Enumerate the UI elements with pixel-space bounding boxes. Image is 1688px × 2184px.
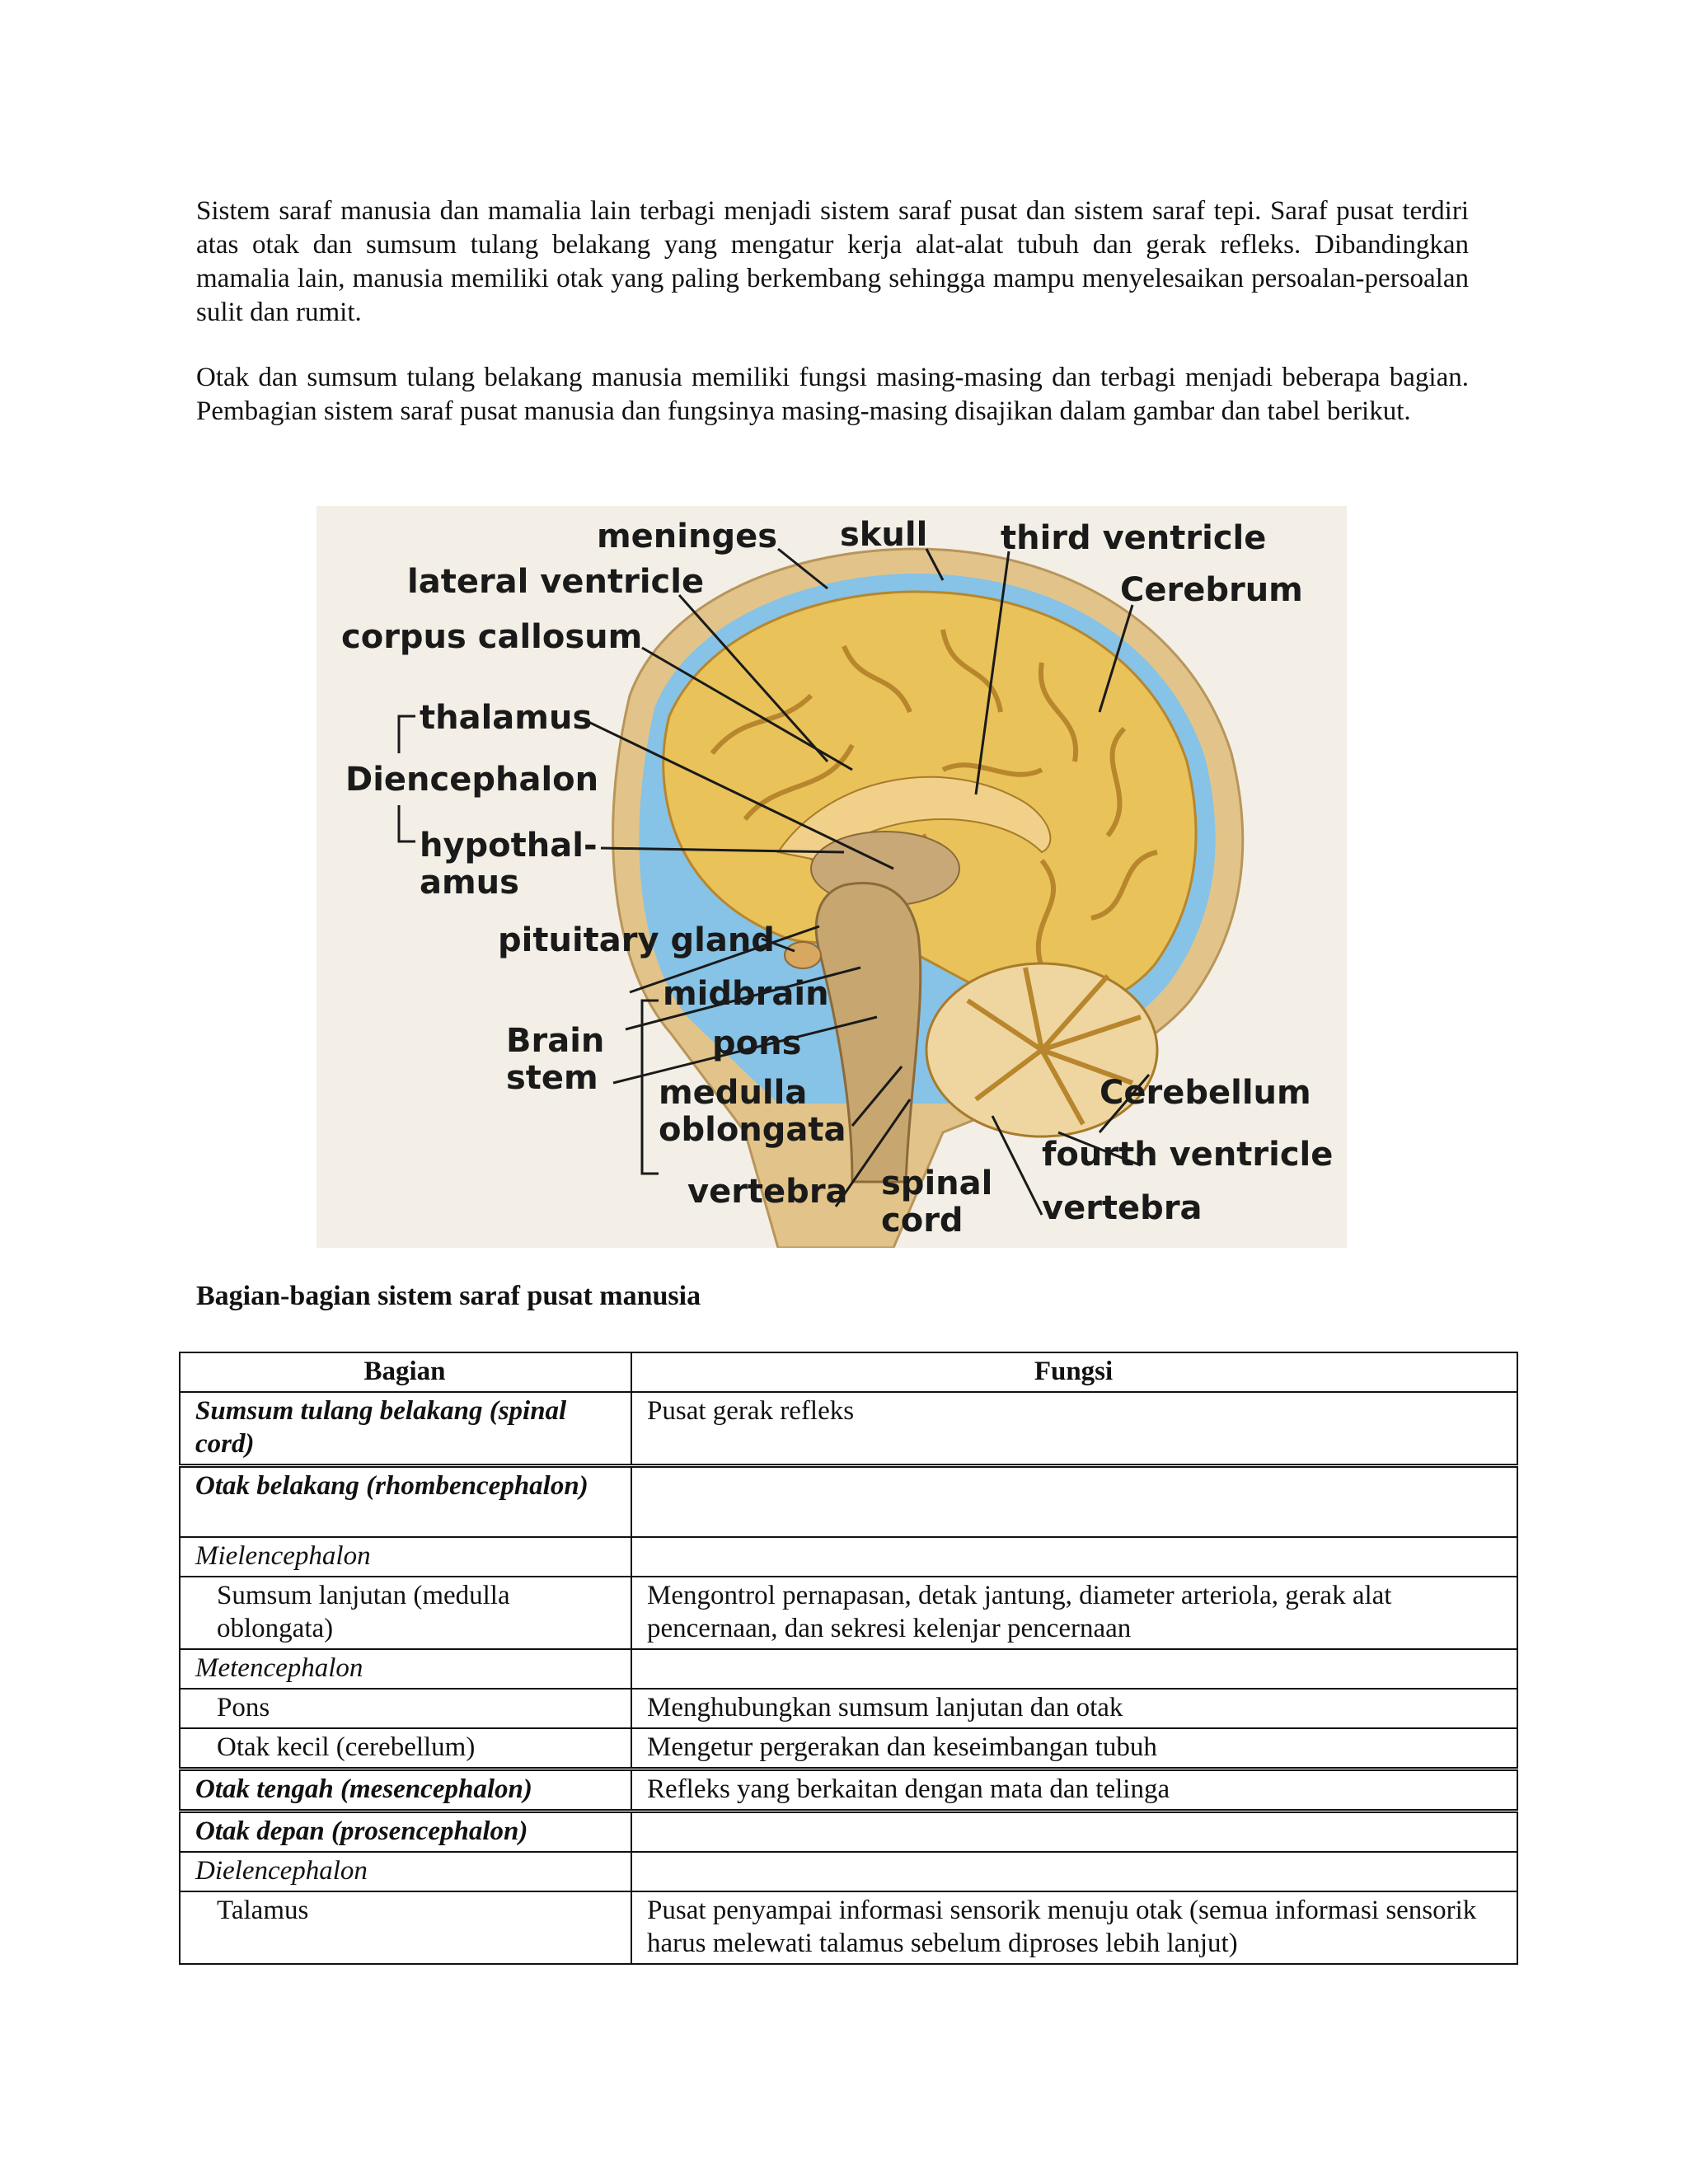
label-medulla-1: medulla xyxy=(659,1074,808,1112)
cell-function xyxy=(631,1466,1517,1537)
cell-function xyxy=(631,1537,1517,1577)
table-row xyxy=(180,1728,1517,1769)
label-third-ventricle: third ventricle xyxy=(1001,519,1267,557)
label-midbrain: midbrain xyxy=(663,975,829,1013)
brain-diagram xyxy=(316,506,1347,1248)
cell-function xyxy=(631,1852,1517,1891)
table-row xyxy=(180,1392,1517,1466)
label-skull: skull xyxy=(840,516,928,554)
cell-part: Dielencephalon xyxy=(180,1852,631,1891)
cell-part: Metencephalon xyxy=(180,1649,631,1689)
cell-part: Mielencephalon xyxy=(180,1537,631,1577)
cell-part: Otak depan (prosencephalon) xyxy=(180,1811,631,1852)
label-lateral-ventricle: lateral ventricle xyxy=(407,563,705,601)
table-row xyxy=(180,1811,1517,1852)
label-pituitary-gland: pituitary gland xyxy=(498,921,775,959)
table-row xyxy=(180,1466,1517,1537)
label-hypothalamus-1: hypothal- xyxy=(420,827,598,865)
table-row xyxy=(180,1689,1517,1728)
label-cerebrum: Cerebrum xyxy=(1120,571,1303,609)
second-paragraph: Otak dan sumsum tulang belakang manusia memiliki fungsi masing-masing dan terbagi menjadi beberapa bagian. Pembagian sistem saraf pusat manusia dan fungsinya masing-masing disajikan dalam gambar dan tabel berikut. xyxy=(196,363,1469,426)
cell-function: Mengontrol pernapasan, detak jantung, diameter arteriola, gerak alat pencernaan, dan sekresi kelenjar pencernaan xyxy=(631,1577,1517,1649)
intro-paragraph: Sistem saraf manusia dan mamalia lain terbagi menjadi sistem saraf pusat dan sistem saraf tepi. Saraf pusat terdiri atas otak dan sumsum tulang belakang yang mengatur kerja alat-alat tubuh dan gerak refleks. Dibandingkan mamalia lain, manusia memiliki otak yang paling berkembang sehingga mampu menyelesaikan persoalan-persoalan sulit dan rumit. xyxy=(196,196,1469,327)
label-vertebra-left: vertebra xyxy=(687,1173,848,1211)
label-diencephalon: Diencephalon xyxy=(345,761,599,799)
cell-function xyxy=(631,1811,1517,1852)
label-cerebellum: Cerebellum xyxy=(1100,1074,1311,1112)
cell-part: Sumsum tulang belakang (spinal cord) xyxy=(180,1392,631,1466)
label-brain-2: stem xyxy=(506,1059,598,1097)
label-medulla-2: oblongata xyxy=(659,1111,846,1149)
table-title: Bagian-bagian sistem saraf pusat manusia xyxy=(196,1281,701,1311)
cell-function xyxy=(631,1649,1517,1689)
cell-part: Pons xyxy=(180,1689,631,1728)
brain-diagram-svg xyxy=(316,506,1347,1248)
parts-table xyxy=(179,1352,1518,1965)
cell-function: Refleks yang berkaitan dengan mata dan telinga xyxy=(631,1769,1517,1811)
cell-part: Otak kecil (cerebellum) xyxy=(180,1728,631,1769)
table-row xyxy=(180,1852,1517,1891)
cell-function: Menghubungkan sumsum lanjutan dan otak xyxy=(631,1689,1517,1728)
table-row xyxy=(180,1577,1517,1649)
table-row xyxy=(180,1769,1517,1811)
label-spinal-1: spinal xyxy=(881,1165,993,1202)
header-function: Fungsi xyxy=(631,1352,1517,1392)
table-header-row xyxy=(180,1352,1517,1392)
label-pons: pons xyxy=(712,1024,802,1062)
label-thalamus: thalamus xyxy=(420,699,593,737)
cell-part: Sumsum lanjutan (medulla oblongata) xyxy=(180,1577,631,1649)
label-hypothalamus-2: amus xyxy=(420,864,519,902)
cell-part: Otak belakang (rhombencephalon) xyxy=(180,1466,631,1537)
table-row xyxy=(180,1537,1517,1577)
table-body xyxy=(180,1392,1517,1964)
label-fourth-ventricle: fourth ventricle xyxy=(1042,1136,1334,1174)
pituitary-gland-shape xyxy=(785,942,821,968)
cell-function: Mengetur pergerakan dan keseimbangan tubuh xyxy=(631,1728,1517,1769)
table-row xyxy=(180,1649,1517,1689)
label-meninges: meninges xyxy=(597,518,778,555)
cell-function: Pusat gerak refleks xyxy=(631,1392,1517,1466)
label-brain-1: Brain xyxy=(506,1022,605,1060)
header-part: Bagian xyxy=(180,1352,631,1392)
table-row xyxy=(180,1891,1517,1964)
label-spinal-2: cord xyxy=(881,1202,964,1240)
cell-part: Otak tengah (mesencephalon) xyxy=(180,1769,631,1811)
nervous-system-table xyxy=(179,1352,1518,1965)
label-vertebra-right: vertebra xyxy=(1042,1189,1203,1227)
label-corpus-callosum: corpus callosum xyxy=(341,618,643,656)
cell-function: Pusat penyampai informasi sensorik menuju otak (semua informasi sensorik harus melewati talamus sebelum diproses lebih lanjut) xyxy=(631,1891,1517,1964)
cell-part: Talamus xyxy=(180,1891,631,1964)
